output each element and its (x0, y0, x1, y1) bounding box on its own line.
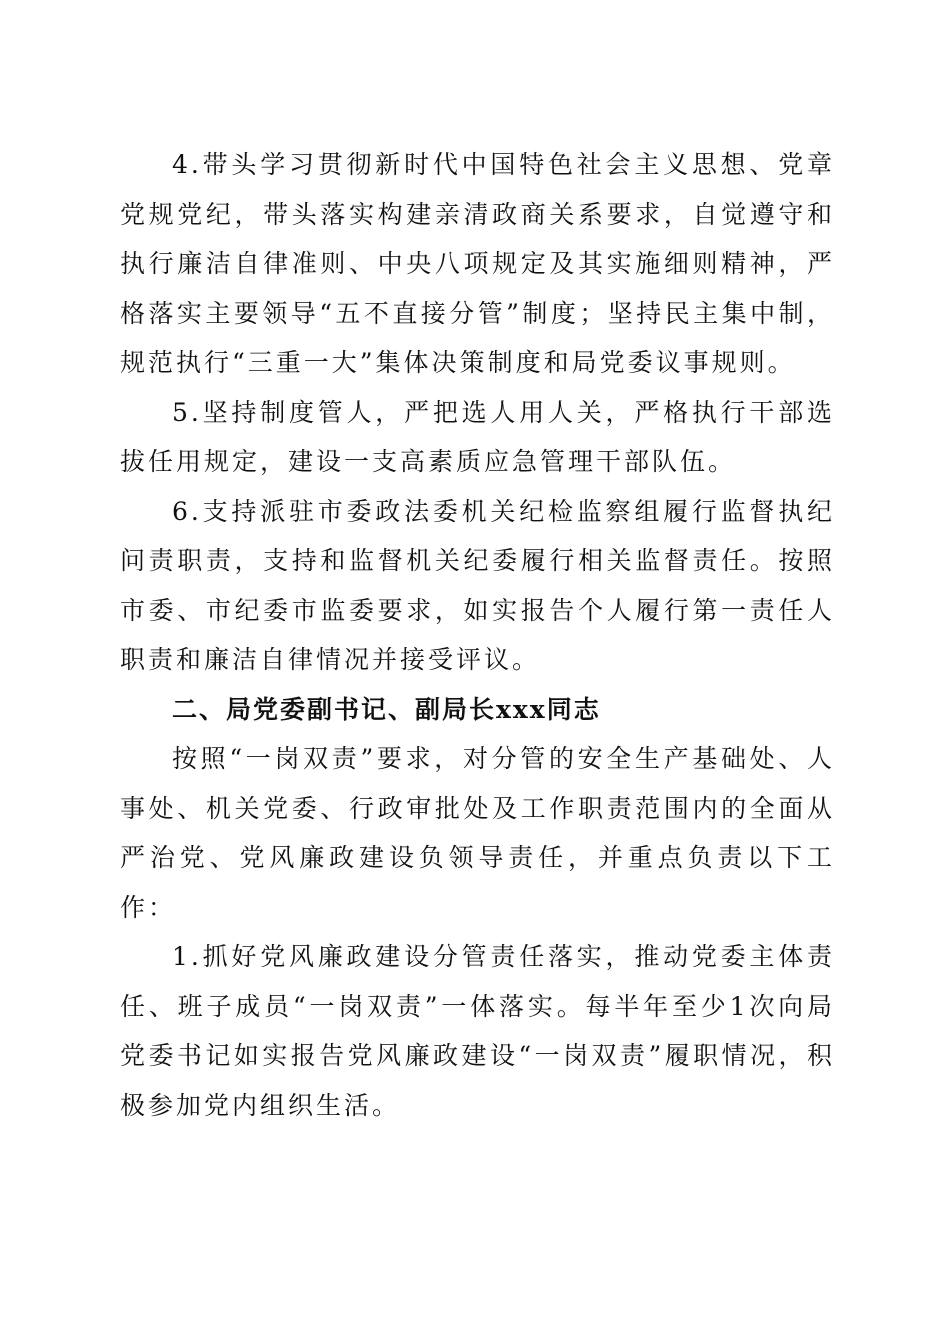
paragraph-item-5: 5.坚持制度管人，严把选人用人关，严格执行干部选拔任用规定，建设一支高素质应急管理干部队伍。 (120, 397, 835, 476)
paragraph-item-1: 1.抓好党风廉政建设分管责任落实，推动党委主体责任、班子成员“一岗双责”一体落实。每半年至少1次向局党委书记如实报告党风廉政建设“一岗双责”履职情况，积极参加党内组织生活。 (120, 942, 835, 1120)
paragraph-item-6: 6.支持派驻市委政法委机关纪检监察组履行监督执纪问责职责，支持和监督机关纪委履行相关监督责任。按照市委、市纪委市监委要求，如实报告个人履行第一责任人职责和廉洁自律情况并接受评议。 (120, 496, 835, 674)
document-body (120, 140, 835, 1130)
section-heading-deputy-secretary: 二、局党委副书记、副局长xxx同志 (172, 694, 601, 724)
paragraph-responsibility-intro: 按照“一岗双责”要求，对分管的安全生产基础处、人事处、机关党委、行政审批处及工作职责范围内的全面从严治党、党风廉政建设负领导责任，并重点负责以下工作： (120, 744, 835, 922)
paragraph-item-4: 4.带头学习贯彻新时代中国特色社会主义思想、党章党规党纪，带头落实构建亲清政商关系要求，自觉遵守和执行廉洁自律准则、中央八项规定及其实施细则精神，严格落实主要领导“五不直接分管”制度；坚持民主集中制，规范执行“三重一大”集体决策制度和局党委议事规则。 (120, 150, 835, 377)
